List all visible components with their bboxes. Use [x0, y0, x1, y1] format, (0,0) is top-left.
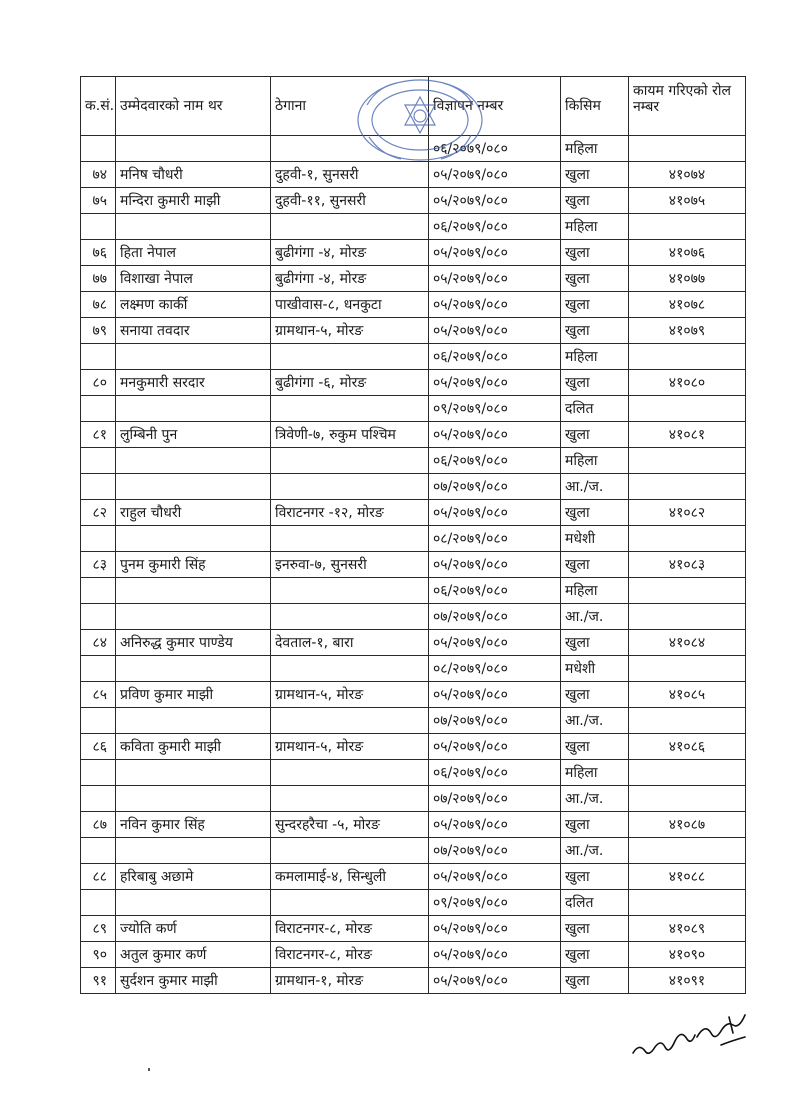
- cell-advertisement-no: ०५/२०७९/०८०: [429, 942, 561, 968]
- cell-roll-no: [629, 656, 746, 682]
- cell-candidate-name: मन्दिरा कुमारी माझी: [116, 188, 271, 214]
- cell-category: खुला: [561, 552, 629, 578]
- cell-serial-no: ८४: [81, 630, 116, 656]
- cell-advertisement-no: ०५/२०७९/०८०: [429, 292, 561, 318]
- cell-candidate-name: लक्ष्मण कार्की: [116, 292, 271, 318]
- table-body: [81, 136, 746, 994]
- table-row: [81, 760, 746, 786]
- cell-serial-no: ७८: [81, 292, 116, 318]
- table-row: [81, 370, 746, 396]
- cell-roll-no: ४१०७९: [629, 318, 746, 344]
- cell-address: ग्रामथान-५, मोरङ: [271, 682, 429, 708]
- cell-roll-no: ४१०८८: [629, 864, 746, 890]
- cell-serial-no: [81, 396, 116, 422]
- cell-advertisement-no: ०५/२०७९/०८०: [429, 318, 561, 344]
- scan-speck: [148, 1068, 150, 1071]
- cell-advertisement-no: ०६/२०७९/०८०: [429, 136, 561, 162]
- table-header-row: [81, 77, 746, 136]
- table-row: [81, 552, 746, 578]
- cell-serial-no: [81, 656, 116, 682]
- cell-roll-no: [629, 890, 746, 916]
- table-row: [81, 708, 746, 734]
- cell-serial-no: [81, 448, 116, 474]
- cell-serial-no: [81, 136, 116, 162]
- table-row: [81, 136, 746, 162]
- cell-serial-no: ८२: [81, 500, 116, 526]
- table-row: [81, 604, 746, 630]
- cell-advertisement-no: ०५/२०७९/०८०: [429, 630, 561, 656]
- cell-address: सुन्दरहरैचा -५, मोरङ: [271, 812, 429, 838]
- cell-address: विराटनगर-८, मोरङ: [271, 942, 429, 968]
- cell-address: [271, 786, 429, 812]
- cell-roll-no: [629, 344, 746, 370]
- table-row: [81, 890, 746, 916]
- cell-roll-no: [629, 396, 746, 422]
- cell-roll-no: ४१०७७: [629, 266, 746, 292]
- cell-address: कमलामाई-४, सिन्धुली: [271, 864, 429, 890]
- table-row: [81, 526, 746, 552]
- cell-category: खुला: [561, 240, 629, 266]
- cell-candidate-name: [116, 344, 271, 370]
- cell-address: [271, 344, 429, 370]
- cell-address: ग्रामथान-५, मोरङ: [271, 318, 429, 344]
- cell-candidate-name: [116, 890, 271, 916]
- cell-advertisement-no: ०७/२०७९/०८०: [429, 838, 561, 864]
- cell-advertisement-no: ०८/२०७९/०८०: [429, 656, 561, 682]
- cell-candidate-name: मनकुमारी सरदार: [116, 370, 271, 396]
- cell-serial-no: [81, 760, 116, 786]
- cell-advertisement-no: ०५/२०७९/०८०: [429, 682, 561, 708]
- cell-address: [271, 890, 429, 916]
- cell-serial-no: [81, 526, 116, 552]
- table-row: [81, 292, 746, 318]
- cell-category: महिला: [561, 214, 629, 240]
- cell-address: [271, 448, 429, 474]
- cell-candidate-name: सनाया तवदार: [116, 318, 271, 344]
- cell-category: आ./ज.: [561, 708, 629, 734]
- cell-roll-no: ४१०८७: [629, 812, 746, 838]
- cell-category: खुला: [561, 916, 629, 942]
- cell-candidate-name: [116, 526, 271, 552]
- table-row: [81, 838, 746, 864]
- cell-roll-no: ४१०९०: [629, 942, 746, 968]
- cell-advertisement-no: ०५/२०७९/०८०: [429, 240, 561, 266]
- cell-serial-no: ९०: [81, 942, 116, 968]
- cell-address: [271, 604, 429, 630]
- cell-serial-no: [81, 604, 116, 630]
- cell-advertisement-no: ०९/२०७९/०८०: [429, 890, 561, 916]
- cell-advertisement-no: ०८/२०७९/०८०: [429, 526, 561, 552]
- cell-roll-no: ४१०७४: [629, 162, 746, 188]
- cell-roll-no: [629, 136, 746, 162]
- cell-candidate-name: [116, 578, 271, 604]
- cell-category: आ./ज.: [561, 604, 629, 630]
- cell-candidate-name: [116, 838, 271, 864]
- cell-category: महिला: [561, 344, 629, 370]
- cell-serial-no: ८३: [81, 552, 116, 578]
- table-row: [81, 188, 746, 214]
- table-row: [81, 968, 746, 994]
- cell-category: खुला: [561, 370, 629, 396]
- cell-candidate-name: लुम्बिनी पुन: [116, 422, 271, 448]
- cell-address: ग्रामथान-१, मोरङ: [271, 968, 429, 994]
- cell-advertisement-no: ०५/२०७९/०८०: [429, 188, 561, 214]
- table-row: [81, 864, 746, 890]
- cell-advertisement-no: ०५/२०७९/०८०: [429, 266, 561, 292]
- cell-serial-no: [81, 786, 116, 812]
- cell-serial-no: ८१: [81, 422, 116, 448]
- cell-category: महिला: [561, 136, 629, 162]
- cell-address: दुहवी-१, सुनसरी: [271, 162, 429, 188]
- table-row: [81, 396, 746, 422]
- cell-address: [271, 708, 429, 734]
- table-row: [81, 734, 746, 760]
- cell-serial-no: [81, 578, 116, 604]
- cell-serial-no: [81, 214, 116, 240]
- cell-roll-no: ४१०८४: [629, 630, 746, 656]
- cell-address: देवताल-१, बारा: [271, 630, 429, 656]
- cell-address: [271, 578, 429, 604]
- cell-candidate-name: [116, 656, 271, 682]
- cell-address: त्रिवेणी-७, रुकुम पश्चिम: [271, 422, 429, 448]
- cell-candidate-name: [116, 474, 271, 500]
- cell-advertisement-no: ०६/२०७९/०८०: [429, 578, 561, 604]
- cell-roll-no: [629, 526, 746, 552]
- cell-roll-no: [629, 604, 746, 630]
- cell-roll-no: ४१०७६: [629, 240, 746, 266]
- cell-advertisement-no: ०५/२०७९/०८०: [429, 968, 561, 994]
- header-category: किसिम: [561, 77, 629, 136]
- cell-category: मधेशी: [561, 656, 629, 682]
- cell-category: महिला: [561, 578, 629, 604]
- cell-category: महिला: [561, 760, 629, 786]
- table-row: [81, 630, 746, 656]
- table-row: [81, 578, 746, 604]
- cell-advertisement-no: ०५/२०७९/०८०: [429, 864, 561, 890]
- cell-candidate-name: ज्योति कर्ण: [116, 916, 271, 942]
- table-row: [81, 500, 746, 526]
- cell-serial-no: [81, 890, 116, 916]
- cell-roll-no: ४१०८२: [629, 500, 746, 526]
- cell-address: [271, 214, 429, 240]
- cell-category: खुला: [561, 266, 629, 292]
- cell-roll-no: ४१०८०: [629, 370, 746, 396]
- table-row: [81, 656, 746, 682]
- cell-roll-no: ४१०८६: [629, 734, 746, 760]
- cell-serial-no: ९१: [81, 968, 116, 994]
- cell-candidate-name: अतुल कुमार कर्ण: [116, 942, 271, 968]
- header-advertisement-no: विज्ञापन नम्बर: [429, 77, 561, 136]
- cell-candidate-name: विशाखा नेपाल: [116, 266, 271, 292]
- table-row: [81, 812, 746, 838]
- cell-candidate-name: [116, 396, 271, 422]
- cell-category: खुला: [561, 942, 629, 968]
- cell-roll-no: [629, 838, 746, 864]
- cell-serial-no: [81, 838, 116, 864]
- cell-category: दलित: [561, 396, 629, 422]
- cell-advertisement-no: ०७/२०७९/०८०: [429, 708, 561, 734]
- cell-roll-no: [629, 708, 746, 734]
- cell-address: बुढीगंगा -४, मोरङ: [271, 240, 429, 266]
- table-row: [81, 422, 746, 448]
- cell-roll-no: [629, 214, 746, 240]
- candidate-table: [80, 76, 746, 994]
- header-roll-no: कायम गरिएको रोल नम्बर: [629, 77, 746, 136]
- cell-category: खुला: [561, 968, 629, 994]
- cell-roll-no: ४१०८९: [629, 916, 746, 942]
- cell-category: आ./ज.: [561, 838, 629, 864]
- cell-candidate-name: पुनम कुमारी सिंह: [116, 552, 271, 578]
- cell-candidate-name: प्रविण कुमार माझी: [116, 682, 271, 708]
- cell-serial-no: ७५: [81, 188, 116, 214]
- cell-roll-no: ४१०७८: [629, 292, 746, 318]
- header-address: ठेगाना: [271, 77, 429, 136]
- cell-candidate-name: मनिष चौधरी: [116, 162, 271, 188]
- table-row: [81, 162, 746, 188]
- cell-category: दलित: [561, 890, 629, 916]
- cell-category: खुला: [561, 734, 629, 760]
- cell-candidate-name: अनिरुद्ध कुमार पाण्डेय: [116, 630, 271, 656]
- cell-roll-no: ४१०९१: [629, 968, 746, 994]
- cell-category: खुला: [561, 812, 629, 838]
- cell-address: दुहवी-११, सुनसरी: [271, 188, 429, 214]
- cell-category: खुला: [561, 162, 629, 188]
- cell-advertisement-no: ०५/२०७९/०८०: [429, 812, 561, 838]
- table-row: [81, 344, 746, 370]
- cell-advertisement-no: ०५/२०७९/०८०: [429, 916, 561, 942]
- cell-serial-no: [81, 708, 116, 734]
- cell-candidate-name: कविता कुमारी माझी: [116, 734, 271, 760]
- cell-candidate-name: [116, 786, 271, 812]
- cell-serial-no: ८५: [81, 682, 116, 708]
- table-row: [81, 448, 746, 474]
- table-row: [81, 474, 746, 500]
- cell-serial-no: [81, 344, 116, 370]
- cell-address: ग्रामथान-५, मोरङ: [271, 734, 429, 760]
- cell-candidate-name: हरिबाबु अछामे: [116, 864, 271, 890]
- cell-serial-no: ८९: [81, 916, 116, 942]
- header-serial-no: क.सं.: [81, 77, 116, 136]
- cell-advertisement-no: ०६/२०७९/०८०: [429, 448, 561, 474]
- cell-address: इनरुवा-७, सुनसरी: [271, 552, 429, 578]
- cell-candidate-name: राहुल चौधरी: [116, 500, 271, 526]
- cell-candidate-name: [116, 136, 271, 162]
- cell-candidate-name: [116, 708, 271, 734]
- cell-roll-no: ४१०८१: [629, 422, 746, 448]
- cell-advertisement-no: ०६/२०७९/०८०: [429, 214, 561, 240]
- cell-category: खुला: [561, 188, 629, 214]
- cell-address: [271, 656, 429, 682]
- cell-serial-no: ७४: [81, 162, 116, 188]
- cell-category: खुला: [561, 864, 629, 890]
- cell-serial-no: ७९: [81, 318, 116, 344]
- cell-advertisement-no: ०५/२०७९/०८०: [429, 370, 561, 396]
- cell-roll-no: ४१०८३: [629, 552, 746, 578]
- cell-candidate-name: [116, 760, 271, 786]
- cell-address: विराटनगर-८, मोरङ: [271, 916, 429, 942]
- table-row: [81, 240, 746, 266]
- table-row: [81, 682, 746, 708]
- cell-advertisement-no: ०५/२०७९/०८०: [429, 162, 561, 188]
- cell-address: [271, 136, 429, 162]
- cell-candidate-name: [116, 214, 271, 240]
- table-row: [81, 942, 746, 968]
- cell-category: खुला: [561, 630, 629, 656]
- cell-candidate-name: [116, 604, 271, 630]
- cell-address: [271, 838, 429, 864]
- cell-category: खुला: [561, 318, 629, 344]
- cell-advertisement-no: ०७/२०७९/०८०: [429, 786, 561, 812]
- cell-candidate-name: [116, 448, 271, 474]
- cell-advertisement-no: ०६/२०७९/०८०: [429, 344, 561, 370]
- cell-category: आ./ज.: [561, 786, 629, 812]
- cell-serial-no: ७६: [81, 240, 116, 266]
- cell-serial-no: ८७: [81, 812, 116, 838]
- cell-address: बुढीगंगा -६, मोरङ: [271, 370, 429, 396]
- cell-address: पाखीवास-८, धनकुटा: [271, 292, 429, 318]
- table-row: [81, 916, 746, 942]
- table-row: [81, 266, 746, 292]
- cell-category: आ./ज.: [561, 474, 629, 500]
- cell-address: [271, 760, 429, 786]
- cell-advertisement-no: ०७/२०७९/०८०: [429, 474, 561, 500]
- cell-serial-no: ८०: [81, 370, 116, 396]
- cell-advertisement-no: ०५/२०७९/०८०: [429, 422, 561, 448]
- cell-address: विराटनगर -१२, मोरङ: [271, 500, 429, 526]
- cell-serial-no: ८८: [81, 864, 116, 890]
- cell-roll-no: [629, 474, 746, 500]
- cell-advertisement-no: ०९/२०७९/०८०: [429, 396, 561, 422]
- cell-candidate-name: नविन कुमार सिंह: [116, 812, 271, 838]
- table-row: [81, 786, 746, 812]
- cell-candidate-name: सुर्दशन कुमार माझी: [116, 968, 271, 994]
- cell-category: मधेशी: [561, 526, 629, 552]
- cell-category: खुला: [561, 422, 629, 448]
- table-row: [81, 214, 746, 240]
- cell-serial-no: ७७: [81, 266, 116, 292]
- cell-category: खुला: [561, 682, 629, 708]
- cell-address: [271, 474, 429, 500]
- cell-roll-no: [629, 578, 746, 604]
- cell-address: बुढीगंगा -४, मोरङ: [271, 266, 429, 292]
- cell-serial-no: ८६: [81, 734, 116, 760]
- header-candidate-name: उम्मेदवारको नाम थर: [116, 77, 271, 136]
- cell-advertisement-no: ०५/२०७९/०८०: [429, 734, 561, 760]
- cell-category: महिला: [561, 448, 629, 474]
- cell-roll-no: [629, 786, 746, 812]
- cell-roll-no: ४१०७५: [629, 188, 746, 214]
- cell-roll-no: ४१०८५: [629, 682, 746, 708]
- cell-roll-no: [629, 760, 746, 786]
- cell-advertisement-no: ०६/२०७९/०८०: [429, 760, 561, 786]
- cell-address: [271, 396, 429, 422]
- cell-category: खुला: [561, 500, 629, 526]
- handwritten-signature-icon: [625, 1005, 765, 1075]
- cell-advertisement-no: ०५/२०७९/०८०: [429, 552, 561, 578]
- cell-roll-no: [629, 448, 746, 474]
- cell-candidate-name: हिता नेपाल: [116, 240, 271, 266]
- cell-advertisement-no: ०५/२०७९/०८०: [429, 500, 561, 526]
- cell-advertisement-no: ०७/२०७९/०८०: [429, 604, 561, 630]
- cell-serial-no: [81, 474, 116, 500]
- table-row: [81, 318, 746, 344]
- cell-address: [271, 526, 429, 552]
- cell-category: खुला: [561, 292, 629, 318]
